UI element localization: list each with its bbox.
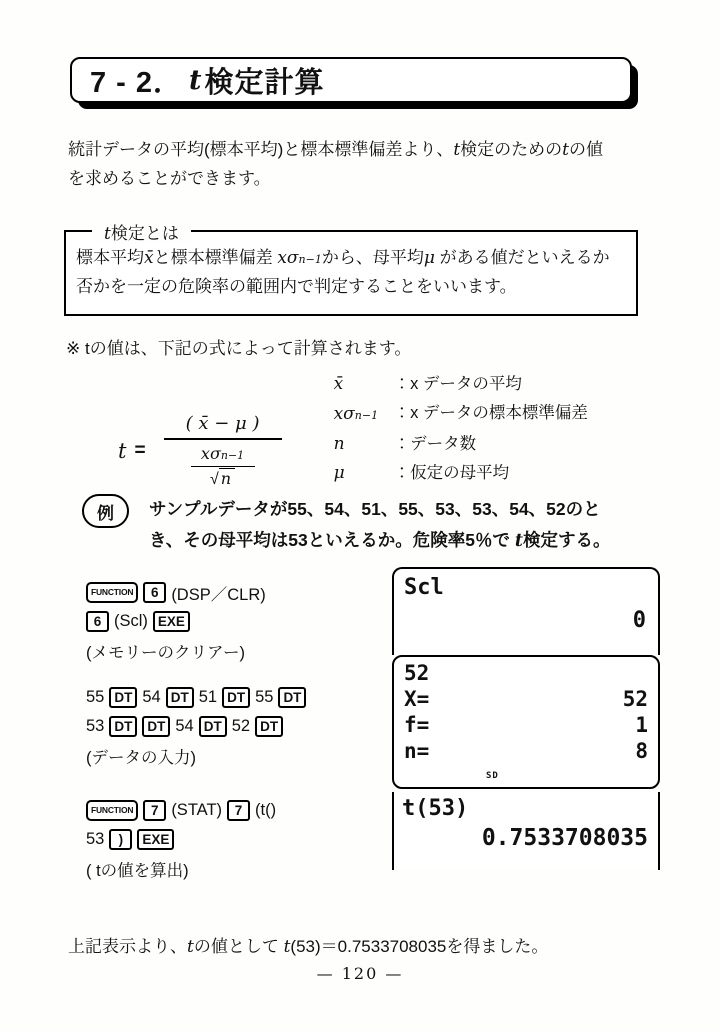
lcd2-echo: 52 (404, 661, 430, 685)
key-line (86, 636, 386, 665)
legend-sym-mu: μ (333, 463, 345, 483)
section-title-text: 検定計算 (204, 66, 325, 99)
sqrt-argument: n (219, 468, 235, 488)
key-line (86, 796, 386, 825)
key-seq-text: 52 (231, 717, 251, 735)
key-seq-text: (Scl) (114, 612, 148, 630)
example-line2b: 検定する。 (522, 529, 611, 550)
summary-t: t (187, 937, 194, 957)
intro-line2: を求めることができます。 (68, 168, 271, 188)
formula-note: ※ tの値は、下記の式によって計算されます。 (66, 339, 412, 358)
definition-title-t: t (104, 224, 111, 244)
t-test-definition-box (64, 224, 638, 316)
legend-desc: ：仮定の母平均 (393, 464, 510, 482)
intro-text2: 検定のための (460, 140, 563, 159)
def-text4: がある値だといえるか (434, 248, 610, 267)
key-line (86, 683, 386, 712)
result-summary (68, 932, 548, 957)
lcd2-n-value: 8 (635, 739, 648, 763)
formula-equals: = (134, 440, 146, 461)
lcd2-x-value: 52 (622, 687, 648, 711)
intro-paragraph (68, 136, 656, 192)
legend-row (334, 370, 588, 399)
example-line1: サンプルデータが55、54、51、55、53、53、54、52のと (149, 499, 601, 519)
legend-row (334, 430, 588, 459)
lcd-display-data (392, 655, 660, 789)
key-line (86, 854, 386, 883)
denom-xsigma: xσ (200, 444, 221, 463)
intro-t1: t (453, 140, 461, 160)
key-seq-text: (t() (255, 801, 277, 819)
legend-desc: ：データ数 (393, 435, 477, 453)
formula-numerator: ( x̄ − μ ) (185, 413, 260, 434)
intro-t2: t (562, 140, 570, 160)
section-title-box (70, 57, 632, 103)
def-text2: と標本標準偏差 (153, 248, 278, 267)
definition-title-text: 検定とは (110, 224, 179, 243)
summary-expr-t: t (283, 937, 291, 957)
lcd3-label: t(53) (402, 796, 469, 821)
formula-t: t (118, 439, 127, 463)
key-7: 7 (143, 800, 166, 822)
sqrt-sign: √ (210, 471, 219, 488)
fraction-bar (164, 438, 282, 440)
def-mu: μ (423, 248, 435, 268)
key-paren: ) (109, 829, 132, 851)
lcd3-value: 0.7533708035 (481, 825, 648, 851)
summary-expr: (53)＝0.7533708035 (290, 937, 447, 956)
key-seq-text: 51 (198, 688, 218, 706)
key-seq-text: 54 (175, 717, 194, 735)
key-dt: DT (255, 716, 283, 738)
lcd1-value: 0 (632, 608, 646, 633)
key-seq-text: (DSP／CLR) (171, 585, 266, 604)
key-6: 6 (143, 582, 166, 604)
key-line (86, 607, 386, 636)
key-line (86, 712, 386, 741)
key-seq-text: 53 (86, 717, 105, 735)
lcd1-label: Scl (404, 575, 444, 600)
page-number: — 120 — (316, 964, 404, 983)
lcd2-f-label: f= (404, 713, 430, 737)
definition-body (76, 244, 624, 302)
example-line2-t: t (514, 530, 523, 551)
def-xbar: x̄ (144, 248, 154, 268)
def-xsigma: xσ (277, 248, 299, 268)
key-seq-text: (メモリーのクリアー) (86, 643, 245, 662)
key-dt: DT (222, 687, 250, 709)
key-seq-text: 55 (255, 688, 274, 706)
def-text: 標本平均 (76, 248, 144, 267)
inner-fraction-bar (191, 466, 255, 467)
formula-denominator (191, 444, 255, 489)
lcd-display-result (392, 792, 660, 870)
summary-text3: を得ました。 (446, 937, 549, 956)
key-function: FUNCTION (86, 800, 138, 821)
def-xsigma-sub: n−1 (298, 253, 322, 266)
legend-row (334, 399, 588, 430)
def-line2: 否かを一定の危険率の範囲内で判定することをいいます。 (76, 276, 517, 296)
key-function: FUNCTION (86, 582, 138, 603)
key-seq-text: (データの入力) (86, 748, 196, 767)
legend-sym-xsigma: xσ (333, 404, 355, 424)
key-line (86, 825, 386, 854)
key-seq-text: 54 (142, 688, 161, 706)
lcd2-n-label: n= (404, 739, 430, 763)
key-6: 6 (86, 611, 109, 633)
key-line (86, 578, 386, 607)
legend-sym-xbar: x̄ (333, 374, 344, 394)
key-sequence-t-calc (86, 796, 386, 883)
key-seq-text: 53 (86, 830, 105, 848)
key-dt: DT (199, 716, 227, 738)
key-dt: DT (278, 687, 306, 709)
key-seq-text: 55 (86, 688, 105, 706)
key-dt: DT (109, 716, 137, 738)
key-7: 7 (227, 800, 250, 822)
key-dt: DT (142, 716, 170, 738)
summary-text2: の値として (193, 937, 284, 956)
key-line (86, 741, 386, 770)
key-dt: DT (166, 687, 194, 709)
legend-row (334, 459, 588, 488)
lcd2-f-value: 1 (635, 713, 648, 737)
key-dt: DT (109, 687, 137, 709)
key-sequence-clear-memory (86, 578, 386, 665)
key-sequence-data-entry (86, 683, 386, 770)
example-text (149, 494, 610, 556)
formula-block (118, 366, 648, 488)
intro-text: 統計データの平均(標本平均)と標本標準偏差より、 (68, 140, 454, 159)
example-block (82, 494, 642, 556)
lcd2-x-label: X= (404, 687, 430, 711)
key-exe: EXE (137, 829, 174, 851)
formula-fraction (164, 413, 282, 489)
definition-box-title (92, 219, 191, 244)
symbol-legend (334, 370, 588, 488)
legend-desc: ：x データの標本標準偏差 (393, 404, 588, 422)
key-seq-text: (STAT) (171, 801, 223, 819)
lcd-display-scl (392, 567, 660, 655)
lcd2-sd-indicator: SD (486, 771, 499, 781)
summary-text: 上記表示より、 (68, 937, 187, 956)
key-seq-text: ( tの値を算出) (86, 861, 189, 880)
legend-desc: ：x データの平均 (393, 375, 522, 393)
legend-sym-sub: n−1 (354, 409, 379, 422)
section-number: 7 - 2． (90, 66, 184, 99)
def-text3: から、母平均 (321, 248, 424, 267)
denom-xsigma-sub: n−1 (220, 449, 245, 462)
key-exe: EXE (153, 611, 190, 633)
section-title-t: t (189, 64, 202, 96)
legend-sym-n: n (333, 434, 345, 454)
example-line2a: き、その母平均は53といえるか。危険率5％で (149, 529, 515, 550)
intro-text3: の値 (569, 140, 604, 159)
example-badge: 例 (82, 494, 129, 528)
